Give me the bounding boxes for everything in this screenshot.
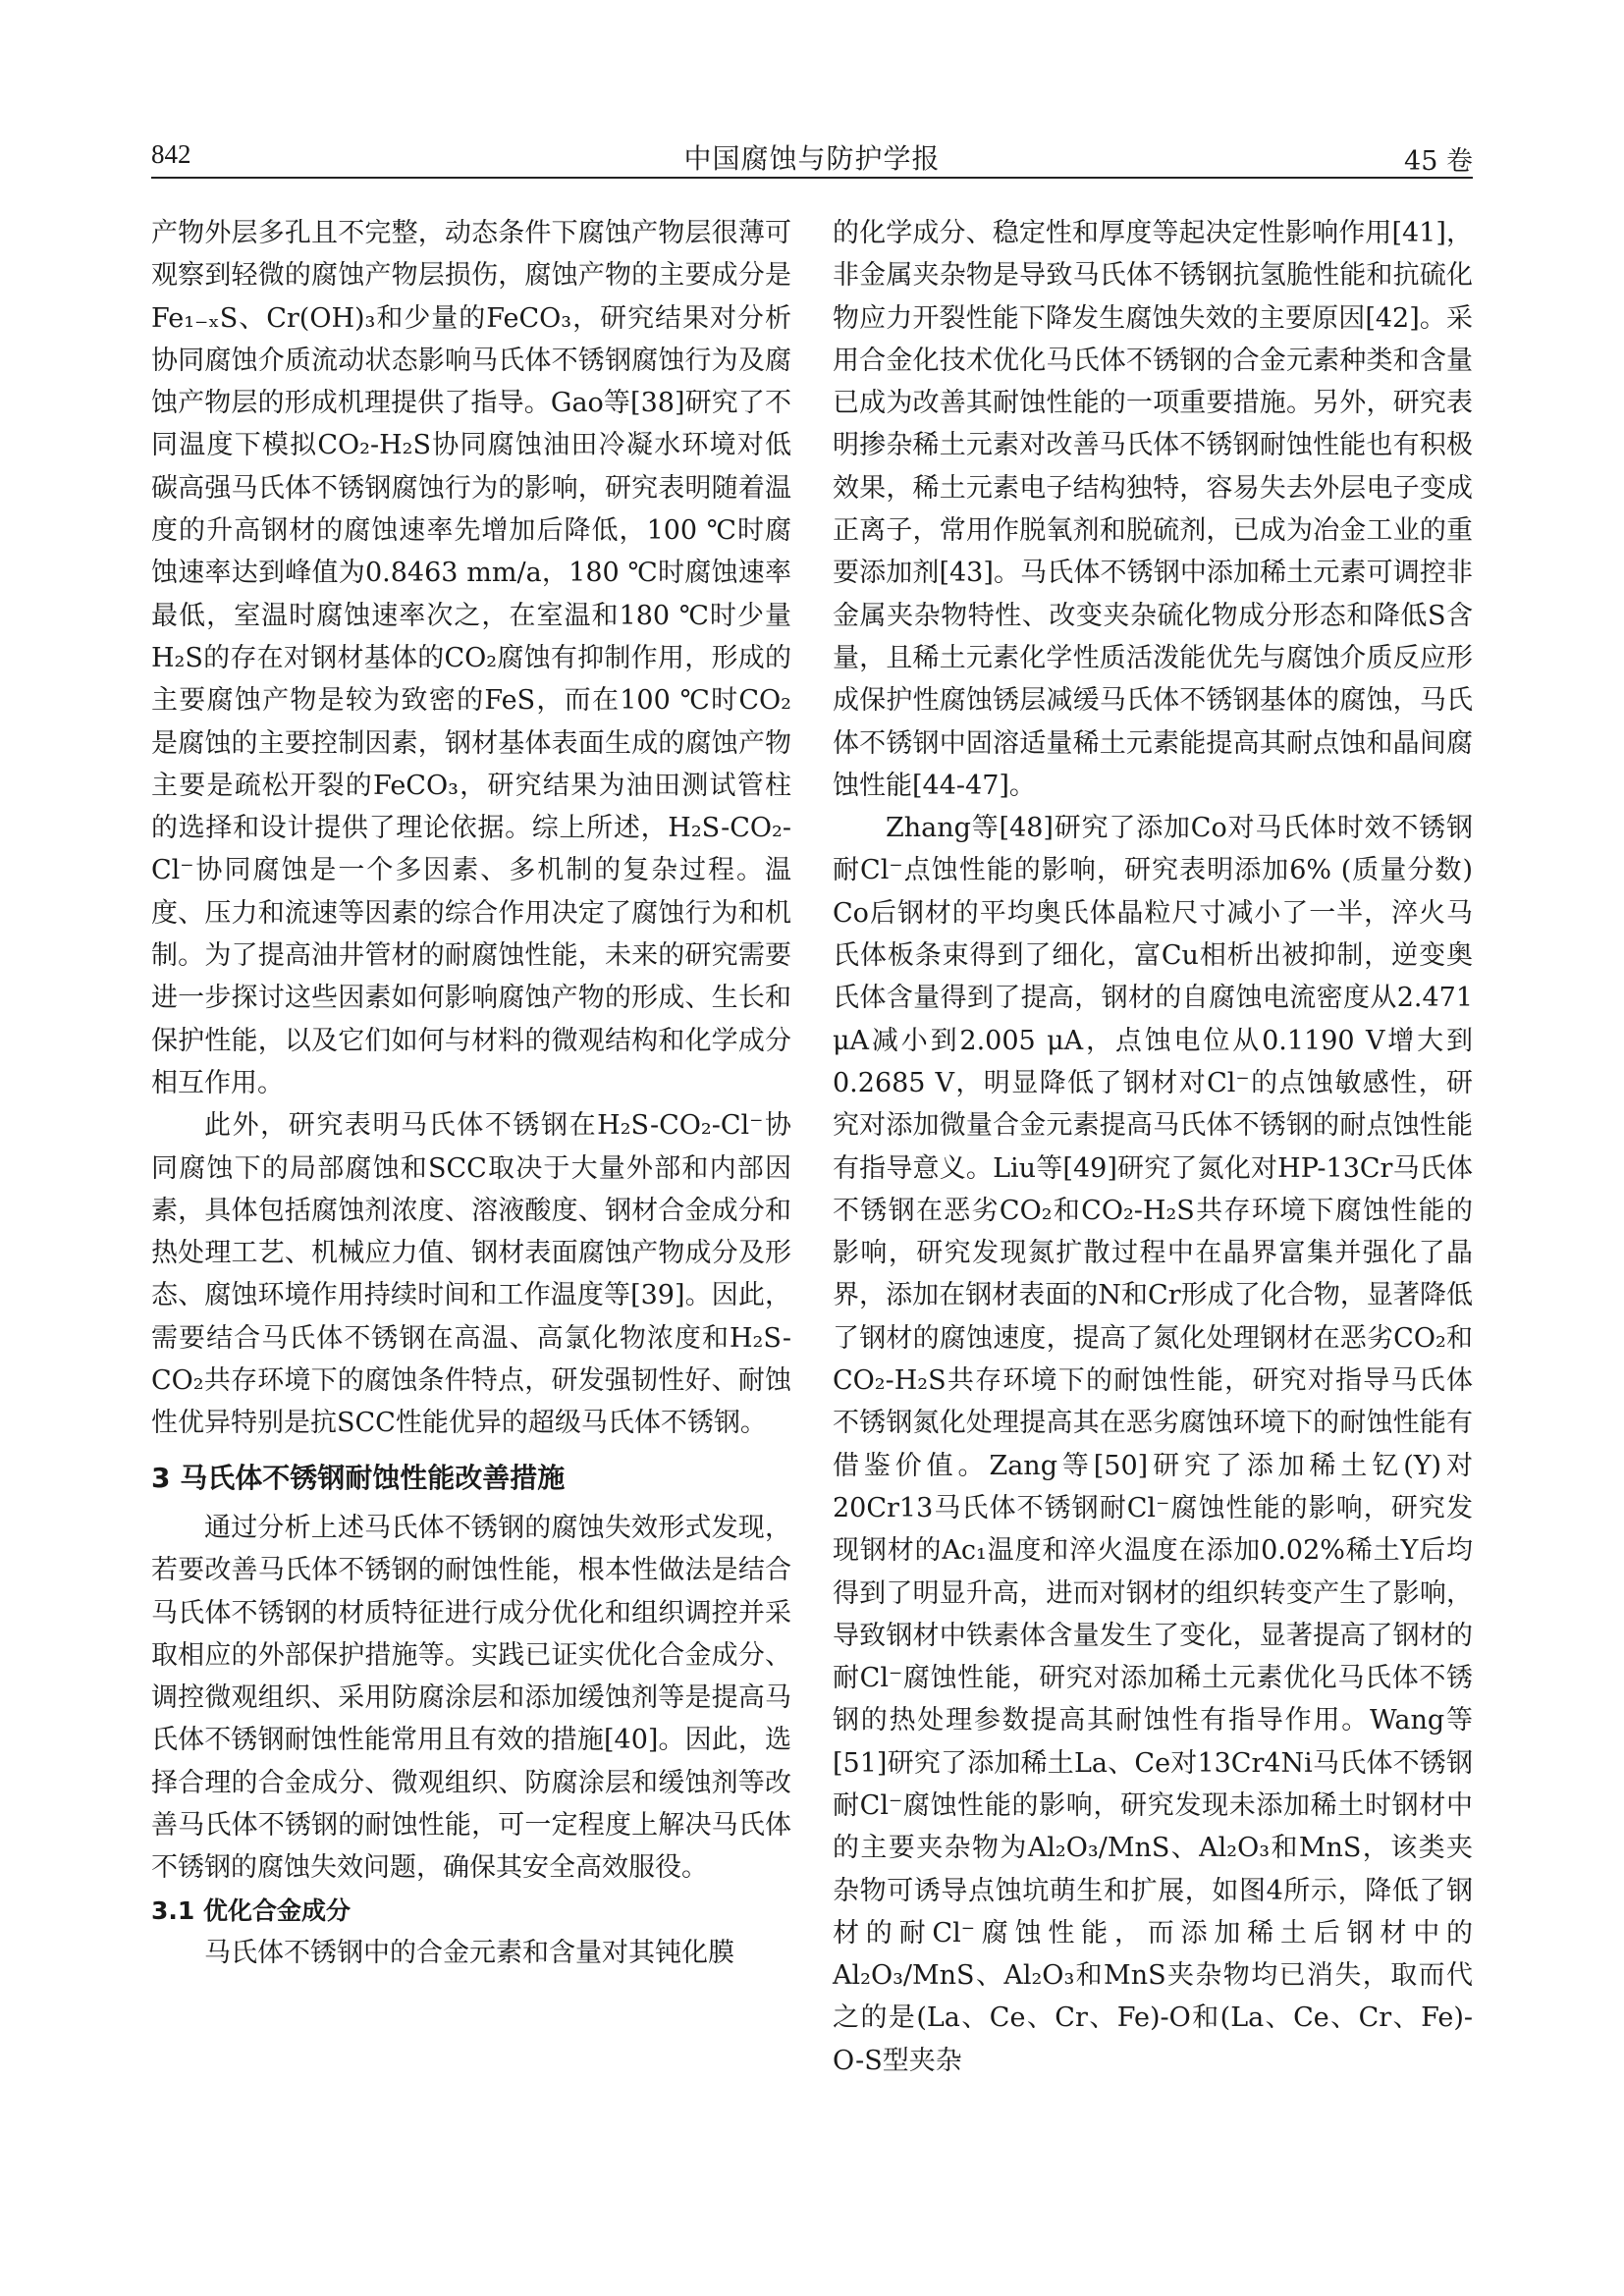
paragraph: Zhang等[48]研究了添加Co对马氏体时效不锈钢耐Cl⁻点蚀性能的影响，研究表明添加6% (质量分数) Co后钢材的平均奥氏体晶粒尺寸减小了一半，淬火马氏体板条束得到了细化，富Cu相析出被抑制，逆变奥氏体含量得到了提高，钢材的自腐蚀电流密度从2.471 μA减小到2.005 μA，点蚀电位从0.1190 V增大到0.2685 V，明显降低了钢材对Cl⁻的点蚀敏感性，研究对添加微量合金元素提高马氏体不锈钢的耐点蚀性能有指导意义。Liu等[49]研究了氮化对HP-13Cr马氏体不锈钢在恶劣CO₂和CO₂-H₂S共存环境下腐蚀性能的影响，研究发现氮扩散过程中在晶界富集并强化了晶界，添加在钢材表面的N和Cr形成了化合物，显著降低了钢材的腐蚀速度，提高了氮化处理钢材在恶劣CO₂和CO₂-H₂S共存环境下的耐蚀性能，研究对指导马氏体不锈钢氮化处理提高其在恶劣腐蚀环境下的耐蚀性能有借鉴价值。Zang等[50]研究了添加稀土钇(Y)对20Cr13马氏体不锈钢耐Cl⁻腐蚀性能的影响，研究发现钢材的Ac₁温度和淬火温度在添加0.02%稀土Y后均得到了明显升高，进而对钢材的组织转变产生了影响，导致钢材中铁素体含量发生了变化，显著提高了钢材的耐Cl⁻腐蚀性能，研究对添加稀土元素优化马氏体不锈钢的热处理参数提高其耐蚀性有指导作用。Wang等[51]研究了添加稀土La、Ce对13Cr4Ni马氏体不锈钢耐Cl⁻腐蚀性能的影响，研究发现未添加稀土时钢材中的主要夹杂物为Al₂O₃/MnS、Al₂O₃和MnS，该类夹杂物可诱导点蚀坑萌生和扩展，如图4所示，降低了钢材的耐Cl⁻腐蚀性能，而添加稀土后钢材中的Al₂O₃/MnS、Al₂O₃和MnS夹杂物均已消失，取而代之的是(La、Ce、Cr、Fe)-O和(La、Ce、Cr、Fe)-O-S型夹杂 <box>833 813 1473 2076</box>
paragraph: 通过分析上述马氏体不锈钢的腐蚀失效形式发现，若要改善马氏体不锈钢的耐蚀性能，根本性做法是结合马氏体不锈钢的材质特征进行成分优化和组织调控并采取相应的外部保护措施等。实践已证实优化合金成分、调控微观组织、采用防腐涂层和添加缓蚀剂等是提高马氏体不锈钢耐蚀性能常用且有效的措施[40]。因此，选择合理的合金成分、微观组织、防腐涂层和缓蚀剂等改善马氏体不锈钢的耐蚀性能，可一定程度上解决马氏体不锈钢的腐蚀失效问题，确保其安全高效服役。 <box>151 1512 791 1884</box>
paragraph: 此外，研究表明马氏体不锈钢在H₂S-CO₂-Cl⁻协同腐蚀下的局部腐蚀和SCC取决于大量外部和内部因素，具体包括腐蚀剂浓度、溶液酸度、钢材合金成分和热处理工艺、机械应力值、钢材表面腐蚀产物成分及形态、腐蚀环境作用持续时间和工作温度等[39]。因此，需要结合马氏体不锈钢在高温、高氯化物浓度和H₂S-CO₂共存环境下的腐蚀条件特点，研发强韧性好、耐蚀性优异特别是抗SCC性能优异的超级马氏体不锈钢。 <box>151 1110 791 1439</box>
right-column <box>833 212 1473 2082</box>
page-number: 842 <box>151 139 191 169</box>
paragraph-continued: 的化学成分、稳定性和厚度等起决定性影响作用[41]，非金属夹杂物是导致马氏体不锈钢抗氢脆性能和抗硫化物应力开裂性能下降发生腐蚀失效的主要原因[42]。采用合金化技术优化马氏体不锈钢的合金元素种类和含量已成为改善其耐蚀性能的一项重要措施。另外，研究表明掺杂稀土元素对改善马氏体不锈钢耐蚀性能也有积极效果，稀土元素电子结构独特，容易失去外层电子变成正离子，常用作脱氧剂和脱硫剂，已成为冶金工业的重要添加剂[43]。马氏体不锈钢中添加稀土元素可调控非金属夹杂物特性、改变夹杂硫化物成分形态和降低S含量，且稀土元素化学性质活泼能优先与腐蚀介质反应形成保护性腐蚀锈层减缓马氏体不锈钢基体的腐蚀，马氏体不锈钢中固溶适量稀土元素能提高其耐点蚀和晶间腐蚀性能[44-47]。 <box>833 218 1473 801</box>
running-header <box>151 135 1473 179</box>
paragraph: 马氏体不锈钢中的合金元素和含量对其钝化膜 <box>204 1937 734 1968</box>
subsection-heading: 3.1 优化合金成分 <box>151 1896 351 1925</box>
volume-label: 45 卷 <box>1404 146 1473 177</box>
section-heading: 3 马氏体不锈钢耐蚀性能改善措施 <box>151 1461 566 1494</box>
journal-title: 中国腐蚀与防护学报 <box>683 142 941 175</box>
paragraph-continued: 产物外层多孔且不完整，动态条件下腐蚀产物层很薄可观察到轻微的腐蚀产物层损伤，腐蚀产物的主要成分是Fe₁₋ₓS、Cr(OH)₃和少量的FeCO₃，研究结果对分析协同腐蚀介质流动状态影响马氏体不锈钢腐蚀行为及腐蚀产物层的形成机理提供了指导。Gao等[38]研究了不同温度下模拟CO₂-H₂S协同腐蚀油田冷凝水环境对低碳高强马氏体不锈钢腐蚀行为的影响，研究表明随着温度的升高钢材的腐蚀速率先增加后降低，100 ℃时腐蚀速率达到峰值为0.8463 mm/a，180 ℃时腐蚀速率最低，室温时腐蚀速率次之，在室温和180 ℃时少量H₂S的存在对钢材基体的CO₂腐蚀有抑制作用，形成的主要腐蚀产物是较为致密的FeS，而在100 ℃时CO₂是腐蚀的主要控制因素，钢材基体表面生成的腐蚀产物主要是疏松开裂的FeCO₃，研究结果为油田测试管柱的选择和设计提供了理论依据。综上所述，H₂S-CO₂-Cl⁻协同腐蚀是一个多因素、多机制的复杂过程。温度、压力和流速等因素的综合作用决定了腐蚀行为和机制。为了提高油井管材的耐腐蚀性能，未来的研究需要进一步探讨这些因素如何影响腐蚀产物的形成、生长和保护性能，以及它们如何与材料的微观结构和化学成分相互作用。 <box>151 218 791 1098</box>
left-column <box>151 212 791 1974</box>
